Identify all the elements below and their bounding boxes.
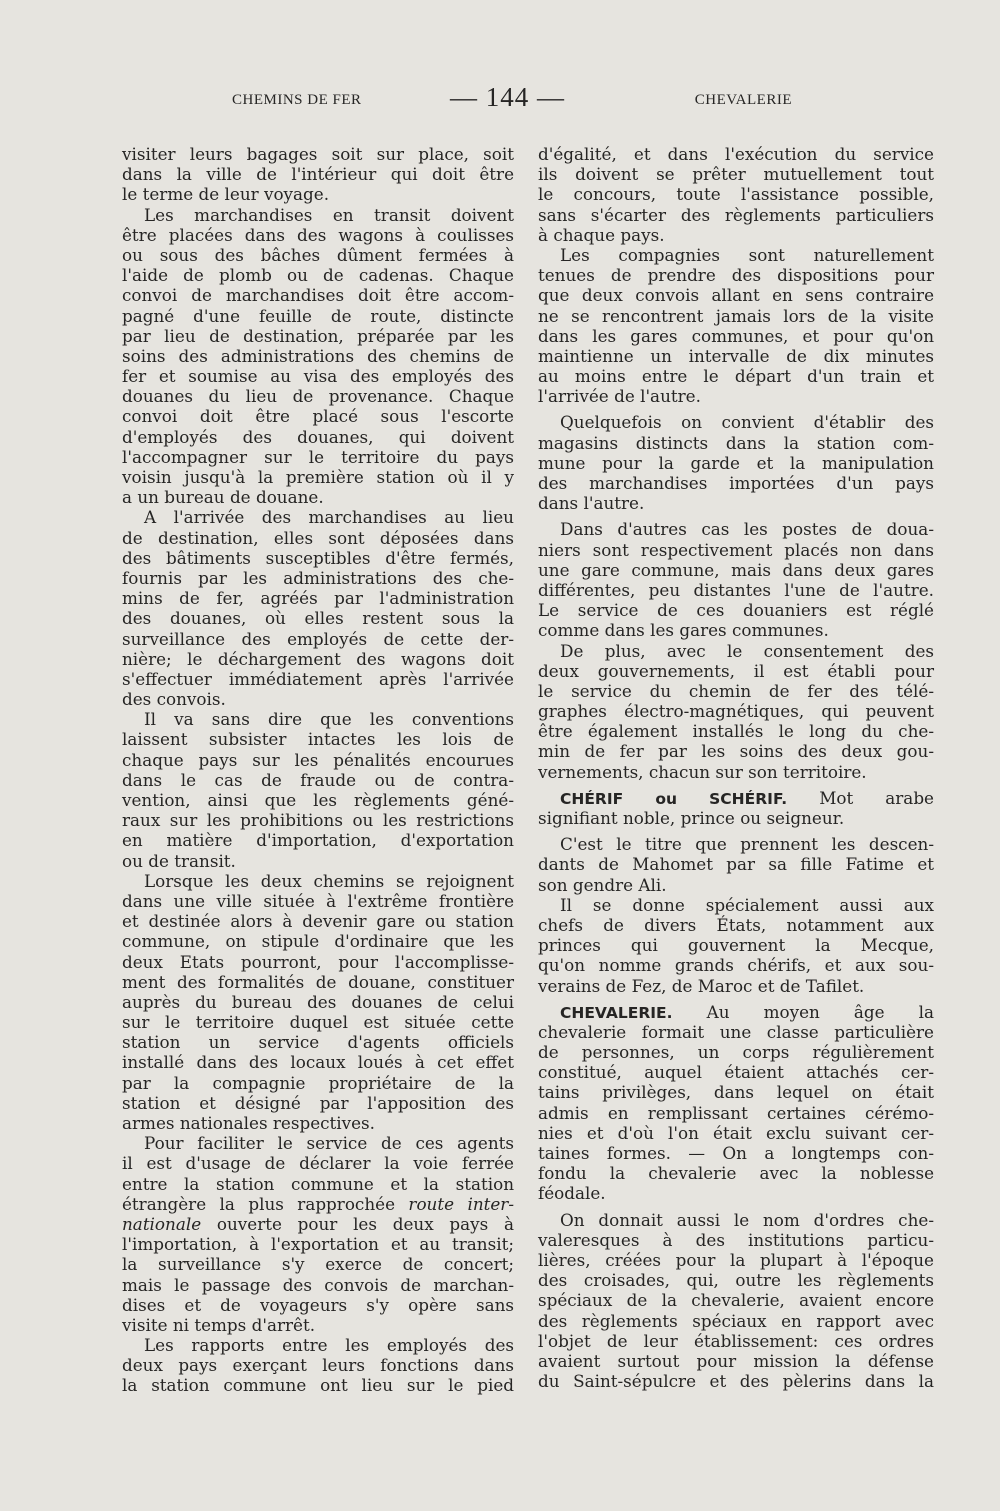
text-line [122,1275,514,1295]
text-line [122,366,514,386]
text-line [122,507,514,527]
text-line [538,620,934,640]
text-line [538,1183,934,1203]
line-text: chefs de divers États, notamment aux [538,914,934,935]
text-line [538,1270,934,1290]
line-text: en matière d'importation, d'exportation [122,830,514,851]
text-line [122,245,514,265]
line-text: laissent subsister intactes les lois de [122,729,514,750]
line-text: armes nationales respectives. [122,1113,376,1133]
text-line [538,641,934,661]
text-line [122,1174,514,1194]
text-line [122,972,514,992]
line-text: visite ni temps d'arrêt. [122,1314,316,1335]
page-number: — 144 — [450,82,565,112]
line-text: dans la ville de l'intérieur qui doit être [122,164,514,185]
entry-heading: CHÉRIF ou SCHÉRIF. [560,789,788,808]
line-text: la station commune ont lieu sur le pied [122,1375,514,1396]
line-text: d'employés des douanes, qui doivent [122,426,514,447]
text-line [538,366,934,386]
line-text: la surveillance s'y exerce de concert; [122,1254,514,1275]
line-text: par lieu de destination, préparée par les [122,325,514,346]
line-text: mais le passage des convois de marchan- [122,1274,514,1295]
text-line [538,306,934,326]
line-text: valeresques à des institutions particu- [538,1229,934,1250]
line-text: spéciaux de la chevalerie, avaient encore [538,1290,934,1311]
text-line [538,1351,934,1371]
line-text: vernements, chacun sur son territoire. [538,761,867,782]
text-line [122,669,514,689]
line-text: dises et de voyageurs s'y opère sans [122,1294,514,1315]
text-line [122,285,514,305]
line-text: signifiant noble, prince ou seigneur. [538,808,845,828]
text-line [538,1002,934,1022]
line-text: On donnait aussi le nom d'ordres che- [560,1209,934,1230]
line-text: ils doivent se prêter mutuellement tout [538,164,934,185]
text-line [538,875,934,895]
text-line [122,1032,514,1052]
line-text: que deux convois allant en sens contraire [538,285,934,306]
text-line [122,1153,514,1173]
line-text: comme dans les gares communes. [538,620,829,641]
line-text: ou de transit. [122,850,236,871]
text-line [122,709,514,729]
text-line [538,955,934,975]
line-text: graphes électro-magnétiques, qui peuvent [538,701,934,722]
text-line [538,976,934,996]
text-line [122,992,514,1012]
line-text: deux pays exerçant leurs fonctions dans [122,1355,514,1376]
text-line [122,1194,514,1214]
text-line [122,548,514,568]
line-text: à chaque pays. [538,224,665,245]
text-line [122,406,514,426]
line-text: sans s'écarter des règlements particuliers [538,204,934,225]
line-text: avaient surtout pour mission la défense [538,1350,934,1371]
text-line [538,1371,934,1391]
text-line [538,1082,934,1102]
line-text: dants de Mahomet par sa fille Fatime et [538,854,934,875]
text-line [538,834,934,854]
line-text: par la compagnie propriétaire de la [122,1072,514,1093]
line-text: Quelquefois on convient d'établir des [560,412,934,433]
line-text: et destinée alors à devenir gare ou station [122,911,514,932]
text-line [538,1123,934,1143]
text-line [538,1022,934,1042]
text-line [538,741,934,761]
line-text: tenues de prendre des dispositions pour [538,265,934,286]
text-line [538,164,934,184]
text-line [538,808,934,828]
text-line [538,1230,934,1250]
text-line [538,285,934,305]
text-line [122,1133,514,1153]
line-text: fer et soumise au visa des employés des [122,366,514,387]
line-text: étrangère la plus rapprochée [122,1193,395,1214]
text-line [538,788,934,808]
line-text: magasins distincts dans la station com- [538,432,934,453]
text-line [538,473,934,493]
line-text: son gendre Ali. [538,874,667,895]
line-text: vention, ainsi que les règlements géné- [122,790,514,810]
line-text: Au moyen âge la [706,1001,934,1022]
text-line [122,1012,514,1032]
text-line [122,750,514,770]
line-text: qu'on nomme grands chérifs, et aux sou- [538,955,934,976]
line-text: convoi doit être placé sous l'escorte [122,406,514,427]
text-line [122,891,514,911]
line-text: surveillance des employés de cette der- [122,628,514,649]
line-text: commune, on stipule d'ordinaire que les [122,931,514,952]
line-text: Dans d'autres cas les postes de doua- [560,519,934,540]
text-line [122,326,514,346]
line-text: des règlements spéciaux en rapport avec [538,1310,934,1331]
text-line [538,1331,934,1351]
line-text: des douanes, où elles restent sous la [122,608,514,629]
text-line [122,1254,514,1274]
line-text: l'importation, à l'exportation et au transit; [122,1234,514,1255]
text-line [538,519,934,539]
line-text: station un service d'agents officiels [122,1032,514,1053]
text-line [122,427,514,447]
line-text: nière; le déchargement des wagons doit [122,648,514,669]
text-line [538,144,934,164]
text-line [538,701,934,721]
text-line [122,467,514,487]
line-text: le service du chemin de fer des télé- [538,680,934,701]
line-text: dans l'autre. [538,493,645,514]
text-line [122,851,514,871]
line-text: Les rapports entre les employés des [144,1335,514,1356]
line-text: nies et d'où l'on était exclu suivant cer- [538,1122,934,1143]
line-text: Il va sans dire que les conventions [144,709,514,730]
text-line [122,689,514,709]
line-text: lières, créées pour la plupart à l'époque [538,1249,934,1270]
line-text: féodale. [538,1183,606,1204]
text-line [538,895,934,915]
line-text: C'est le titre que prennent les descen- [560,834,934,855]
text-line [538,1250,934,1270]
line-text: raux sur les prohibitions ou les restrictions [122,810,514,831]
text-line [122,1113,514,1133]
text-line [538,433,934,453]
line-text: le terme de leur voyage. [122,184,330,205]
line-text: du Saint-sépulcre et des pèlerins dans la [538,1371,934,1392]
line-text: l'objet de leur établissement: ces ordres [538,1330,934,1351]
text-line [122,629,514,649]
line-text: ou sous des bâches dûment fermées à [122,244,514,265]
text-line [538,560,934,580]
text-line [122,1073,514,1093]
line-text: installé dans des locaux loués à cet effet [122,1052,514,1073]
text-line [122,931,514,951]
text-line [122,447,514,467]
text-line [122,184,514,204]
line-text: dans les gares communes, et pour qu'on [538,325,934,346]
line-text: mins de fer, agréés par l'administration [122,588,514,609]
line-text: Les compagnies sont naturellement [560,244,934,265]
text-line [122,346,514,366]
text-line [122,911,514,931]
text-line [122,608,514,628]
text-line [538,1210,934,1230]
line-text: entre la station commune et la station [122,1173,514,1194]
line-text: a un bureau de douane. [122,487,324,508]
line-text: l'aide de plomb ou de cadenas. Chaque [122,265,514,286]
line-text: princes qui gouvernent la Mecque, [538,935,934,956]
line-text: fondu la chevalerie avec la noblesse [538,1163,934,1184]
line-text: dans le cas de fraude ou de contra- [122,769,514,790]
text-line [538,245,934,265]
text-line [538,386,934,406]
text-line [122,1214,514,1234]
text-line [538,540,934,560]
text-line [538,453,934,473]
line-text: soins des administrations des chemins de [122,345,514,366]
line-text: constitué, auquel étaient attachés cer- [538,1062,934,1083]
line-text: admis en remplissant certaines cérémo- [538,1102,934,1123]
line-text: l'accompagner sur le territoire du pays [122,446,514,467]
italic-term: nationale [122,1213,202,1234]
line-text: maintienne un intervalle de dix minutes [538,345,934,366]
text-line [122,1335,514,1355]
text-line [538,184,934,204]
text-line [538,1163,934,1183]
line-text: tains privilèges, dans lequel on était [538,1082,934,1103]
line-text: des marchandises importées d'un pays [538,473,934,493]
running-header [232,82,792,116]
text-line [122,770,514,790]
text-line [122,225,514,245]
line-text: auprès du bureau des douanes de celui [122,991,514,1012]
text-line [538,854,934,874]
line-text: dans une ville située à l'extrême frontière [122,890,514,911]
line-text: d'égalité, et dans l'exécution du service [538,144,934,164]
text-line [538,600,934,620]
text-line [122,1375,514,1395]
line-text: min de fer par les soins des deux gou- [538,741,934,762]
line-text: des bâtiments susceptibles d'être fermés, [122,547,514,568]
text-line [122,830,514,850]
line-text: sur le territoire duquel est située cette [122,1012,514,1033]
line-text: De plus, avec le consentement des [560,640,934,661]
line-text: Pour faciliter le service de ces agents [144,1133,514,1154]
text-line [538,346,934,366]
line-text: au moins entre le départ d'un train et [538,366,934,387]
header-right-title: CHEVALERIE [694,92,792,108]
text-line [122,1093,514,1113]
text-line [122,487,514,507]
line-text: station et désigné par l'apposition des [122,1092,514,1113]
line-text: Il se donne spécialement aussi aux [560,894,934,915]
line-text: il est d'usage de déclarer la voie ferrée [122,1153,514,1174]
text-line [122,810,514,830]
text-line [122,386,514,406]
text-line [122,790,514,810]
line-text: fournis par les administrations des che- [122,567,514,588]
text-line [122,871,514,891]
text-line [538,265,934,285]
text-line [538,1042,934,1062]
line-text: voisin jusqu'à la première station où il y [122,467,514,487]
line-text: Le service de ces douaniers est réglé [538,600,934,621]
line-text: être placées dans des wagons à coulisses [122,224,514,245]
text-line [122,306,514,326]
line-text: une gare commune, mais dans deux gares [538,559,934,580]
left-text-column [122,144,514,1396]
text-line [538,681,934,701]
line-text: chaque pays sur les pénalités encourues [122,749,514,770]
text-line [538,762,934,782]
text-line [538,1311,934,1331]
line-text: chevalerie formait une classe particulière [538,1021,934,1042]
text-line [538,1143,934,1163]
text-line [122,649,514,669]
text-line [122,1234,514,1254]
text-line [538,1290,934,1310]
line-text: des convois. [122,689,226,710]
line-text: différentes, peu distantes l'une de l'autre. [538,579,934,600]
line-text: deux Etats pourront, pour l'accomplisse- [122,951,514,972]
text-line [122,1315,514,1335]
text-line [122,1355,514,1375]
line-text: ment des formalités de douane, constituer [122,971,514,992]
text-line [538,580,934,600]
text-line [538,721,934,741]
text-line [538,493,934,513]
line-text: l'arrivée de l'autre. [538,386,701,407]
line-text: le concours, toute l'assistance possible, [538,184,934,205]
text-line [538,661,934,681]
text-line [538,1103,934,1123]
line-text: Mot arabe [819,787,934,808]
entry-heading: CHEVALERIE. [560,1003,673,1022]
text-line [122,144,514,164]
text-line [122,164,514,184]
line-text: verains de Fez, de Maroc et de Tafilet. [538,975,865,996]
right-text-column [538,144,934,1391]
line-text: deux gouvernements, il est établi pour [538,660,934,681]
line-text: être également installés le long du che- [538,721,934,742]
text-line [122,568,514,588]
line-text: mune pour la garde et la manipulation [538,452,934,473]
italic-term: route inter- [408,1193,514,1214]
line-text: visiter leurs bagages soit sur place, soit [122,144,514,164]
text-line [122,1295,514,1315]
line-text: pagné d'une feuille de route, distincte [122,305,514,326]
text-line [538,412,934,432]
line-text: convoi de marchandises doit être accom- [122,285,514,306]
line-text: taines formes. — On a longtemps con- [538,1143,934,1163]
line-text: A l'arrivée des marchandises au lieu [144,507,514,528]
text-line [538,225,934,245]
text-line [122,729,514,749]
line-text: de destination, elles sont déposées dans [122,527,514,548]
text-line [538,205,934,225]
line-text: ouverte pour les deux pays à [216,1213,514,1234]
text-line [538,935,934,955]
text-line [122,528,514,548]
line-text: ne se rencontrent jamais lors de la visite [538,305,934,326]
line-text: des croisades, qui, outre les règlements [538,1270,934,1291]
text-line [122,1052,514,1072]
text-line [122,952,514,972]
text-line [538,326,934,346]
line-text: Lorsque les deux chemins se rejoignent [144,870,514,891]
line-text: de personnes, un corps régulièrement [538,1042,934,1063]
header-left-title: CHEMINS DE FER [232,92,362,108]
line-text: niers sont respectivement placés non dans [538,539,934,560]
text-line [538,915,934,935]
line-text: Les marchandises en transit doivent [144,204,514,225]
text-line [122,265,514,285]
text-line [538,1062,934,1082]
text-line [122,588,514,608]
line-text: s'effectuer immédiatement après l'arrivée [122,668,514,689]
line-text: douanes du lieu de provenance. Chaque [122,386,514,407]
text-line [122,205,514,225]
